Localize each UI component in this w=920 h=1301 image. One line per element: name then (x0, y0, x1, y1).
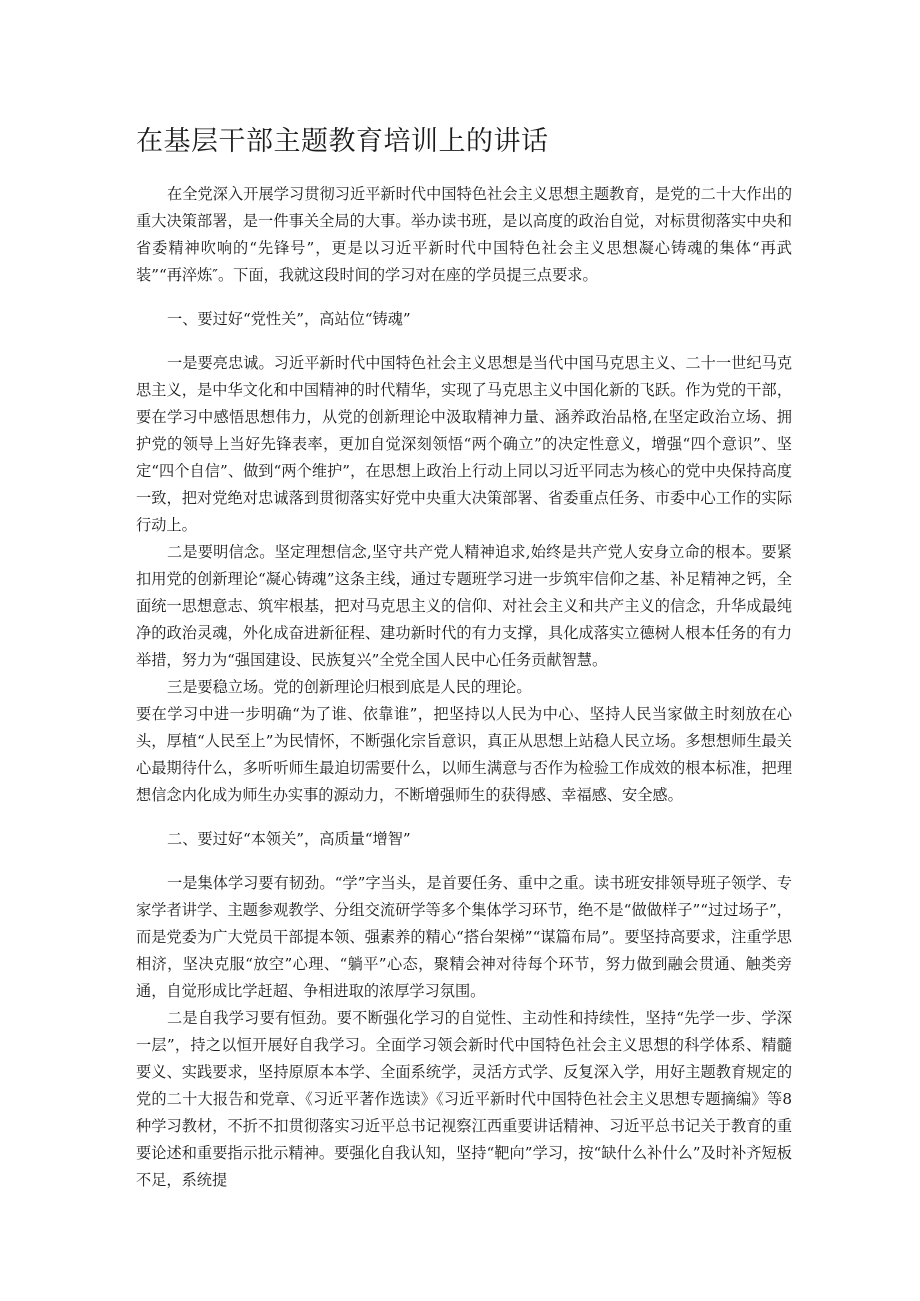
intro-paragraph: 在全党深入开展学习贯彻习近平新时代中国特色社会主义思想主题教育，是党的二十大作出的重大决策部署，是一件事关全局的大事。举办读书班，是以高度的政治自觉，对标贯彻落实中央和省委精神吹响的“先锋号”，更是以习近平新时代中国特色社会主义思想凝心铸魂的集体“再武装”“再淬炼″。下面，我就这段时间的学习对在座的学员提三点要求。 (136, 185, 792, 285)
paragraph-stance-body: 要在学习中进一步明确“为了谁、依靠谁”，把坚持以人民为中心、坚持人民当家做主时刻放在心头，厚植“人民至上”为民情怀，不断强化宗旨意识，真正从思想上站稳人民立场。多想想师生最关心最期待什么，多听听师生最迫切需要什么，以师生满意与否作为检验工作成效的根本标准，把理想信念内化成为师生办实事的源动力，不断增强师生的获得感、幸福感、安全感。 (136, 705, 792, 805)
document-title: 在基层干部主题教育培训上的讲话 (136, 126, 549, 157)
paragraph-self-study: 二是自我学习要有恒劲。要不断强化学习的自觉性、主动性和持续性，坚持“先学一步、学深一层”，持之以恒开展好自我学习。全面学习领会新时代中国特色社会主义思想的科学体系、精髓要义、实践要求，坚持原原本本学、全面系统学，灵活方式学、反复深入学，用好主题教育规定的党的二十大报告和党章、《习近平著作选读》《习近平新时代中国特色社会主义思想专题摘编》等8种学习教材，不折不扣贯彻落实习近平总书记视察江西重要讲话精神、习近平总书记关于教育的重要论述和重要指示批示精神。要强化自我认知，坚持“靶向”学习，按“缺什么补什么”及时补齐短板不足，系统提 (136, 1009, 792, 1190)
section-heading-1: 一、要过好“党性关”，高站位“铸魂” (167, 310, 411, 329)
paragraph-stance-lead: 三是要稳立场。党的创新理论归根到底是人民的理论。 (167, 678, 532, 697)
document-page (136, 124, 792, 1194)
paragraph-belief: 二是要明信念。坚定理想信念,坚守共产党人精神追求,始终是共产党人安身立命的根本。要紧扣用党的创新理论“凝心铸魂”这条主线，通过专题班学习进一步筑牢信仰之基、补足精神之钙，全面统一思想意志、筑牢根基，把对马克思主义的信仰、对社会主义和共产主义的信念，升华成最纯净的政治灵魂，外化成奋进新征程、建功新时代的有力支撑，具化成落实立德树人根本任务的有力举措，努力为“强国建设、民族复兴”全党全国人民中心任务贡献智慧。 (136, 543, 792, 670)
paragraph-loyalty: 一是要亮忠诚。习近平新时代中国特色社会主义思想是当代中国马克思主义、二十一世纪马克思主义，是中华文化和中国精神的时代精华，实现了马克思主义中国化新的飞跃。作为党的干部，要在学习中感悟思想伟力，从党的创新理论中汲取精神力量、涵养政治品格,在坚定政治立场、拥护党的领导上当好先锋表率，更加自觉深刻领悟“两个确立”的决定性意义，增强“四个意识”、坚定“四个自信”、做到“两个维护”，在思想上政治上行动上同以习近平同志为核心的党中央保持高度一致，把对党绝对忠诚落到贯彻落实好党中央重大决策部署、省委重点任务、市委中心工作的实际行动上。 (136, 354, 792, 535)
paragraph-collective-study: 一是集体学习要有韧劲。“学”字当头，是首要任务、重中之重。读书班安排领导班子领学、专家学者讲学、主题参观教学、分组交流研学等多个集体学习环节，绝不是“做做样子”“过过场子”，而是党委为广大党员干部提本领、强素养的精心“搭台架梯”“谋篇布局”。要坚持高要求，注重学思相济，坚决克服“放空”心理、“躺平”心态，聚精会神对待每个环节，努力做到融会贯通、触类旁通，自觉形成比学赶超、争相进取的浓厚学习氛围。 (136, 874, 792, 1001)
section-heading-2: 二、要过好“本领关”，高质量“增智” (167, 830, 411, 849)
